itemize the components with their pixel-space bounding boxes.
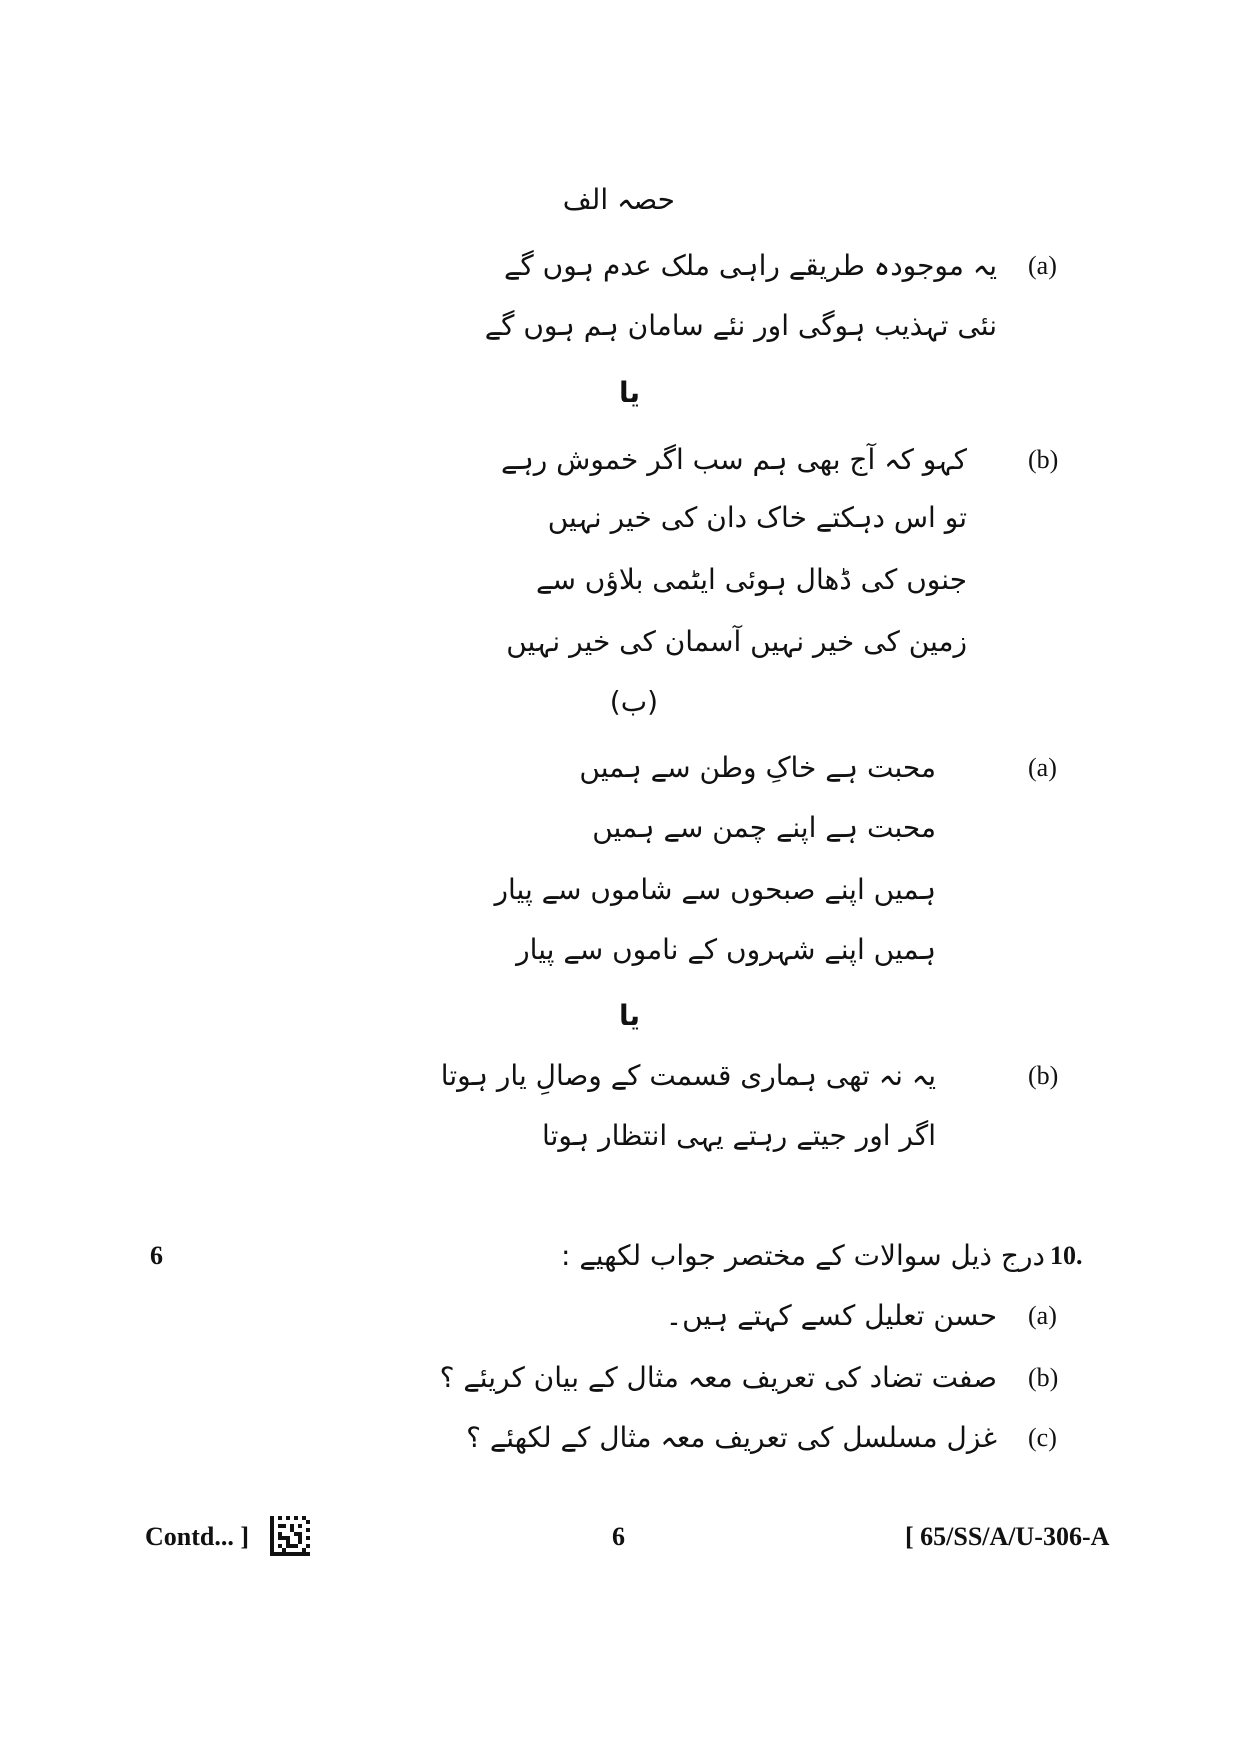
question-10-prompt: درج ذیل سوالات کے مختصر جواب لکھیے :	[561, 1239, 1045, 1272]
question-10-a-text: حسن تعلیل کسے کہتے ہیں۔	[665, 1299, 997, 1332]
section-a-b-line-3: جنوں کی ڈھال ہوئی ایٹمی بلاؤں سے	[536, 563, 967, 596]
section-b-a-line-1: محبت ہے خاکِ وطن سے ہمیں	[579, 751, 936, 784]
section-a-b-line-4: زمین کی خیر نہیں آسمان کی خیر نہیں	[506, 625, 967, 658]
section-a-a-line-2: نئی تہذیب ہوگی اور نئے سامان ہم ہوں گے	[484, 309, 997, 342]
section-b-a-line-2: محبت ہے اپنے چمن سے ہمیں	[592, 811, 936, 844]
section-a-or: یا	[618, 376, 640, 409]
section-a-label-a: (a)	[1028, 251, 1057, 280]
footer-paper-code: [ 65/SS/A/U-306-A	[905, 1522, 1110, 1551]
footer-page-number: 6	[612, 1522, 625, 1551]
section-b-a-line-4: ہمیں اپنے شہروں کے ناموں سے پیار	[516, 933, 936, 966]
question-10-c-text: غزل مسلسل کی تعریف معہ مثال کے لکھئے ؟	[466, 1421, 997, 1454]
section-a-b-line-1: کہو کہ آج بھی ہم سب اگر خموش رہے	[500, 443, 967, 476]
section-b-a-line-3: ہمیں اپنے صبحوں سے شاموں سے پیار	[494, 873, 936, 906]
section-b-or: یا	[618, 999, 640, 1032]
section-b-label-b: (b)	[1028, 1061, 1059, 1090]
question-10-b-text: صفت تضاد کی تعریف معہ مثال کے بیان کریئے ؟	[439, 1361, 997, 1394]
question-10-c-label: (c)	[1028, 1423, 1057, 1452]
footer-contd: Contd... ]	[145, 1522, 250, 1551]
question-10-marks: 6	[150, 1241, 163, 1270]
section-a-a-line-1: یہ موجودہ طریقے راہی ملک عدم ہوں گے	[504, 249, 997, 282]
question-10-number: 10.	[1050, 1241, 1083, 1270]
section-b-heading: (ب)	[609, 685, 658, 718]
section-b-b-line-2: اگر اور جیتے رہتے یہی انتظار ہوتا	[542, 1119, 936, 1152]
section-a-heading: حصہ الف	[562, 183, 675, 216]
qr-code-icon	[270, 1516, 310, 1556]
question-10-a-label: (a)	[1028, 1301, 1057, 1330]
section-a-b-line-2: تو اس دہکتے خاک دان کی خیر نہیں	[547, 501, 967, 534]
question-10-b-label: (b)	[1028, 1363, 1059, 1392]
section-b-b-line-1: یہ نہ تھی ہماری قسمت کے وصالِ یار ہوتا	[440, 1059, 936, 1092]
section-b-label-a: (a)	[1028, 753, 1057, 782]
section-a-label-b: (b)	[1028, 445, 1059, 474]
